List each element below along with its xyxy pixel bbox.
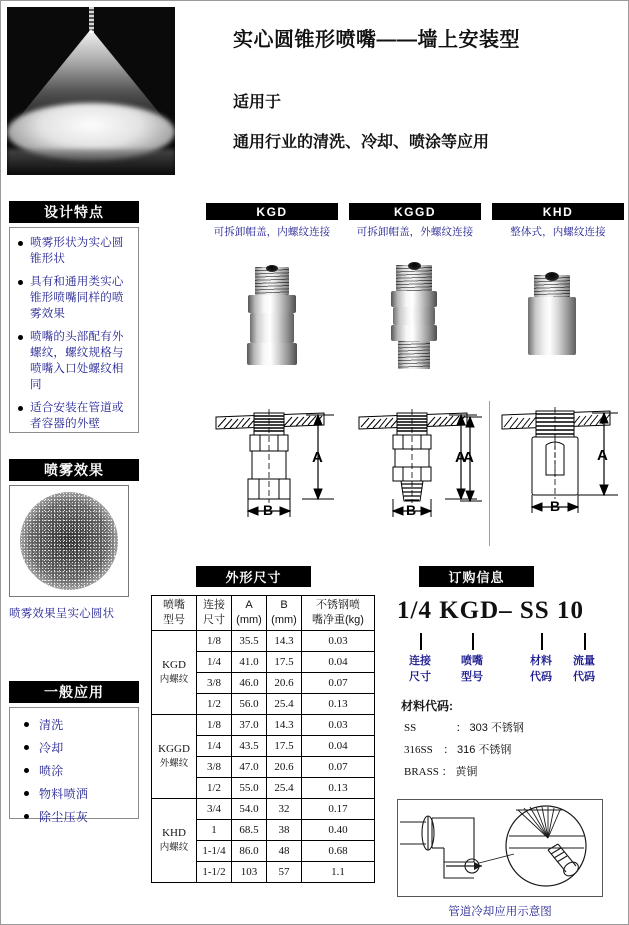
application-text: 冷却 xyxy=(39,741,64,755)
material-row xyxy=(404,763,477,779)
variant-description: 可拆卸帽盖，外螺纹连接 xyxy=(356,226,474,238)
dimension-b-label: B xyxy=(406,502,417,518)
design-feature-item xyxy=(14,235,133,267)
cell-b: 14.3 xyxy=(267,715,302,736)
design-features-banner: 设计特点 xyxy=(9,201,139,223)
product-photo-khd xyxy=(522,263,584,363)
application-item xyxy=(14,716,134,733)
cell-a: 86.0 xyxy=(232,841,267,862)
applications-box xyxy=(9,707,139,824)
cell-size: 1/2 xyxy=(197,694,232,715)
table-row xyxy=(152,715,375,736)
page-title: 实心圆锥形喷嘴——墙上安装型 xyxy=(233,29,520,51)
spray-pattern-box xyxy=(9,485,129,597)
variant-description: 整体式，内螺纹连接 xyxy=(510,226,606,238)
design-feature-text: 喷雾形状为实心圆锥形状 xyxy=(30,237,124,265)
application-text: 物料喷洒 xyxy=(39,787,89,801)
khd-section-svg xyxy=(498,399,629,549)
application-item xyxy=(14,785,134,802)
header-a: A (mm) xyxy=(232,596,267,631)
header-weight: 不锈钢喷 嘴净重(kg) xyxy=(302,596,375,631)
header-model: 喷嘴 型号 xyxy=(152,596,197,631)
material-code-title: 材料代码: xyxy=(401,699,453,713)
dimensions-table xyxy=(151,595,375,883)
cell-b: 57 xyxy=(267,862,302,883)
khd-left-dimension xyxy=(456,401,486,551)
cell-weight: 0.07 xyxy=(302,757,375,778)
cell-b: 25.4 xyxy=(267,694,302,715)
technical-drawing-khd xyxy=(498,399,629,549)
dimension-b-label: B xyxy=(550,498,561,514)
bullet-icon xyxy=(18,241,23,246)
application-item xyxy=(14,739,134,756)
bullet-icon xyxy=(24,722,29,727)
table-row xyxy=(152,799,375,820)
material-code: BRASS xyxy=(404,766,439,778)
cell-a: 47.0 xyxy=(232,757,267,778)
table-row xyxy=(152,631,375,652)
design-feature-text: 适合安装在管道或者容器的外壁 xyxy=(30,402,124,430)
ordering-tick-4 xyxy=(584,633,586,650)
subtitle-text: 通用行业的清洗、冷却、喷涂等应用 xyxy=(233,134,490,151)
variant-column-kgd xyxy=(206,203,338,239)
cell-weight: 0.40 xyxy=(302,820,375,841)
bullet-icon xyxy=(18,406,23,411)
variant-column-kggd xyxy=(349,203,481,239)
material-code: 316SS xyxy=(404,744,433,756)
bullet-icon xyxy=(24,791,29,796)
pipe-cooling-diagram-svg xyxy=(398,800,602,896)
cell-a: 46.0 xyxy=(232,673,267,694)
design-features-box xyxy=(9,227,139,433)
product-photo-kggd xyxy=(382,251,448,373)
cell-a: 41.0 xyxy=(232,652,267,673)
cell-weight: 0.13 xyxy=(302,778,375,799)
bullet-icon xyxy=(18,335,23,340)
cell-weight: 0.17 xyxy=(302,799,375,820)
cell-b: 20.6 xyxy=(267,673,302,694)
dimension-a-label: A xyxy=(455,449,466,466)
dimension-b-label: B xyxy=(263,502,274,518)
drawing-divider xyxy=(489,401,490,546)
cell-b: 32 xyxy=(267,799,302,820)
cell-size: 1/2 xyxy=(197,778,232,799)
cell-size: 1/4 xyxy=(197,652,232,673)
cell-a: 54.0 xyxy=(232,799,267,820)
material-separator: ： xyxy=(441,766,453,778)
cell-b: 17.5 xyxy=(267,736,302,757)
cell-size: 3/4 xyxy=(197,799,232,820)
design-feature-text: 喷嘴的头部配有外螺纹，螺纹规格与喷嘴入口处螺纹相同 xyxy=(30,331,124,391)
material-desc: 316 不锈钢 xyxy=(457,744,512,756)
dimensions-banner: 外形尺寸 xyxy=(196,566,311,587)
cell-a: 43.5 xyxy=(232,736,267,757)
material-desc: 黄铜 xyxy=(455,766,478,778)
bullet-icon xyxy=(18,280,23,285)
application-text: 清洗 xyxy=(39,718,64,732)
application-diagram-caption: 管道冷却应用示意图 xyxy=(448,906,552,918)
material-separator: ： xyxy=(455,722,467,734)
cell-size: 1-1/2 xyxy=(197,862,232,883)
ordering-tick-1 xyxy=(420,633,422,650)
cell-weight: 0.03 xyxy=(302,631,375,652)
dimension-a-label: A xyxy=(597,447,608,464)
cell-size: 1/4 xyxy=(197,736,232,757)
cell-weight: 0.07 xyxy=(302,673,375,694)
cell-weight: 0.04 xyxy=(302,736,375,757)
ordering-banner: 订购信息 xyxy=(419,566,534,587)
cell-weight: 0.68 xyxy=(302,841,375,862)
cell-b: 25.4 xyxy=(267,778,302,799)
application-item xyxy=(14,808,134,825)
material-desc: 303 不锈钢 xyxy=(469,722,524,734)
ordering-tick-2 xyxy=(472,633,474,650)
cell-weight: 0.13 xyxy=(302,694,375,715)
cell-a: 37.0 xyxy=(232,715,267,736)
cell-b: 17.5 xyxy=(267,652,302,673)
ordering-part-flow-code: 流量 代码 xyxy=(573,655,595,683)
ordering-tick-3 xyxy=(541,633,543,650)
design-feature-text: 具有和通用类实心锥形喷嘴同样的喷雾效果 xyxy=(30,276,124,320)
cell-size: 3/8 xyxy=(197,757,232,778)
material-row xyxy=(404,719,524,735)
group-label-kgd: KGD 内螺纹 xyxy=(152,631,197,715)
applications-banner: 一般应用 xyxy=(9,681,139,703)
bullet-icon xyxy=(24,814,29,819)
cell-size: 1/8 xyxy=(197,631,232,652)
cell-a: 56.0 xyxy=(232,694,267,715)
design-feature-item xyxy=(14,274,133,322)
header-b: B (mm) xyxy=(267,596,302,631)
ordering-part-nozzle-model: 喷嘴 型号 xyxy=(461,655,483,683)
ordering-part-material-code: 材料 代码 xyxy=(530,655,552,683)
dimension-a-label: A xyxy=(312,449,323,466)
ordering-code-example: 1/4 KGD– SS 10 xyxy=(397,597,584,624)
cell-b: 38 xyxy=(267,820,302,841)
spray-pattern-banner: 喷雾效果 xyxy=(9,459,139,481)
table-header-row xyxy=(152,596,375,631)
cell-a: 35.5 xyxy=(232,631,267,652)
ordering-part-connection-size: 连接 尺寸 xyxy=(409,655,431,683)
cell-size: 1-1/4 xyxy=(197,841,232,862)
cell-size: 3/8 xyxy=(197,673,232,694)
material-separator: ： xyxy=(443,744,455,756)
spray-pattern-graphic xyxy=(20,492,118,590)
cell-b: 48 xyxy=(267,841,302,862)
cell-a: 103 xyxy=(232,862,267,883)
bullet-icon xyxy=(24,745,29,750)
group-label-khd: KHD 内螺纹 xyxy=(152,799,197,883)
bullet-icon xyxy=(24,768,29,773)
product-photo-kgd xyxy=(239,257,305,367)
material-row xyxy=(404,741,511,757)
technical-drawing-kgd xyxy=(206,399,346,549)
design-feature-item xyxy=(14,329,133,393)
application-text: 喷涂 xyxy=(39,764,64,778)
application-item xyxy=(14,762,134,779)
cell-b: 14.3 xyxy=(267,631,302,652)
variant-name: KHD xyxy=(492,203,624,220)
cell-weight: 0.03 xyxy=(302,715,375,736)
cell-a: 55.0 xyxy=(232,778,267,799)
spray-pattern-caption: 喷雾效果呈实心圆状 xyxy=(9,608,115,620)
variant-description: 可拆卸帽盖，内螺纹连接 xyxy=(213,226,331,238)
cell-weight: 0.04 xyxy=(302,652,375,673)
dimension-a-label-left: A xyxy=(463,449,474,466)
hero-spray-photo xyxy=(7,7,175,175)
variant-column-khd xyxy=(492,203,624,239)
application-text: 除尘压灰 xyxy=(39,810,89,824)
kgd-section-svg xyxy=(206,399,346,549)
material-code: SS xyxy=(404,722,417,734)
application-diagram-box xyxy=(397,799,603,897)
spray-floor-graphic xyxy=(7,149,175,175)
cell-weight: 1.1 xyxy=(302,862,375,883)
design-feature-item xyxy=(14,400,133,432)
header-size: 连接 尺寸 xyxy=(197,596,232,631)
cell-b: 20.6 xyxy=(267,757,302,778)
group-label-kggd: KGGD 外螺纹 xyxy=(152,715,197,799)
nozzle-stem-graphic xyxy=(89,7,94,33)
variant-name: KGGD xyxy=(349,203,481,220)
cell-size: 1 xyxy=(197,820,232,841)
variant-name: KGD xyxy=(206,203,338,220)
cell-a: 68.5 xyxy=(232,820,267,841)
cell-size: 1/8 xyxy=(197,715,232,736)
subtitle-label: 适用于 xyxy=(233,94,282,111)
